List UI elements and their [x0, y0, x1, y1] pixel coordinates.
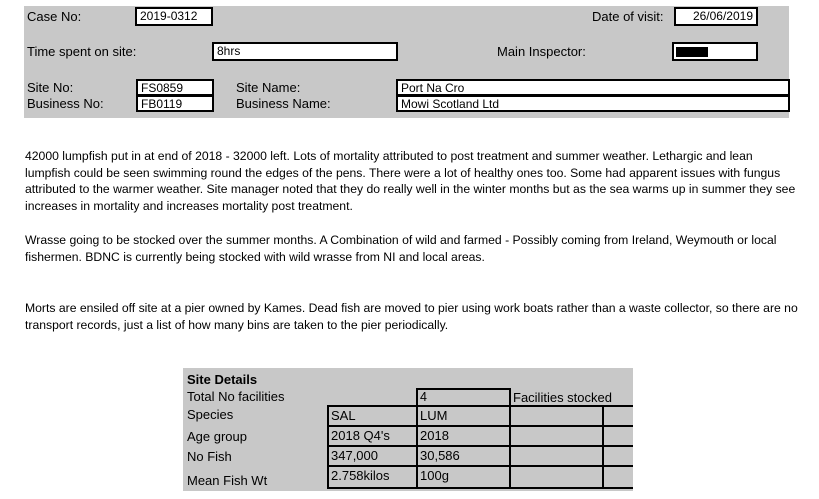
- business-name-field: Mowi Scotland Ltd: [396, 95, 790, 112]
- species-lum-value: LUM: [420, 408, 448, 423]
- business-name-label: Business Name:: [236, 96, 331, 111]
- species-sal-value: SAL: [331, 408, 356, 423]
- facilities-stocked-label: Facilities stocked: [513, 390, 612, 405]
- mean-wt-lum-value: 100g: [420, 468, 449, 483]
- main-inspector-field: [672, 42, 758, 61]
- mean-wt-sal-value: 2.758kilos: [331, 468, 390, 483]
- business-no-label: Business No:: [27, 96, 104, 111]
- business-no-field: FB0119: [136, 95, 214, 112]
- date-of-visit-label: Date of visit:: [592, 9, 664, 24]
- total-facilities-label: Total No facilities: [187, 389, 285, 404]
- no-fish-lum-value: 30,586: [420, 448, 460, 463]
- site-details-title: Site Details: [187, 372, 258, 387]
- age-group-lum-value: 2018: [420, 428, 449, 443]
- case-no-label: Case No:: [27, 9, 82, 24]
- grid-line: [602, 405, 604, 489]
- age-group-label: Age group: [187, 429, 247, 444]
- species-label: Species: [187, 407, 234, 422]
- redacted-name-block: [676, 47, 708, 57]
- mean-fish-wt-label: Mean Fish Wt: [187, 473, 268, 488]
- no-fish-label: No Fish: [187, 449, 232, 464]
- grid-line: [327, 465, 633, 467]
- time-on-site-label: Time spent on site:: [27, 44, 137, 59]
- site-name-label: Site Name:: [236, 80, 301, 95]
- grid-line: [327, 487, 633, 489]
- grid-line: [327, 405, 329, 489]
- no-fish-sal-value: 347,000: [331, 448, 378, 463]
- grid-line: [509, 405, 511, 489]
- time-on-site-field: 8hrs: [212, 42, 398, 61]
- date-of-visit-field: 26/06/2019: [674, 7, 758, 26]
- site-no-label: Site No:: [27, 80, 74, 95]
- age-group-sal-value: 2018 Q4's: [331, 428, 390, 443]
- site-no-field: FS0859: [136, 79, 214, 96]
- grid-line: [416, 405, 418, 489]
- grid-line: [327, 425, 633, 427]
- lumpfish-paragraph: 42000 lumpfish put in at end of 2018 - 32000 left. Lots of mortality attributed to post treatment and summer weather. Lethargic and lean lumpfish could be seen swimming round the edges of the pens. There were a lot of healthy ones too. Some had apparent issues with fungus attributed to the warmer weather. Site manager noted that they do really well in the winter months but as the sea warms up in summer they see increases in mortality and increases mortality post treatment.: [25, 149, 796, 213]
- total-facilities-value: 4: [416, 388, 511, 407]
- wrasse-paragraph: Wrasse going to be stocked over the summer months. A Combination of wild and farmed - Possibly coming from Ireland, Weymouth or local fishermen. BDNC is currently being stocked with wild wrasse from NI and local areas.: [25, 233, 777, 264]
- grid-line: [327, 445, 633, 447]
- case-no-field: 2019-0312: [135, 7, 213, 26]
- grid-line: [327, 405, 633, 407]
- site-name-field: Port Na Cro: [396, 79, 790, 96]
- main-inspector-label: Main Inspector:: [497, 44, 586, 59]
- morts-paragraph: Morts are ensiled off site at a pier owned by Kames. Dead fish are moved to pier using work boats rather than a waste collector, so there are no transport records, just a list of how many bins are taken to the pier periodically.: [25, 301, 798, 332]
